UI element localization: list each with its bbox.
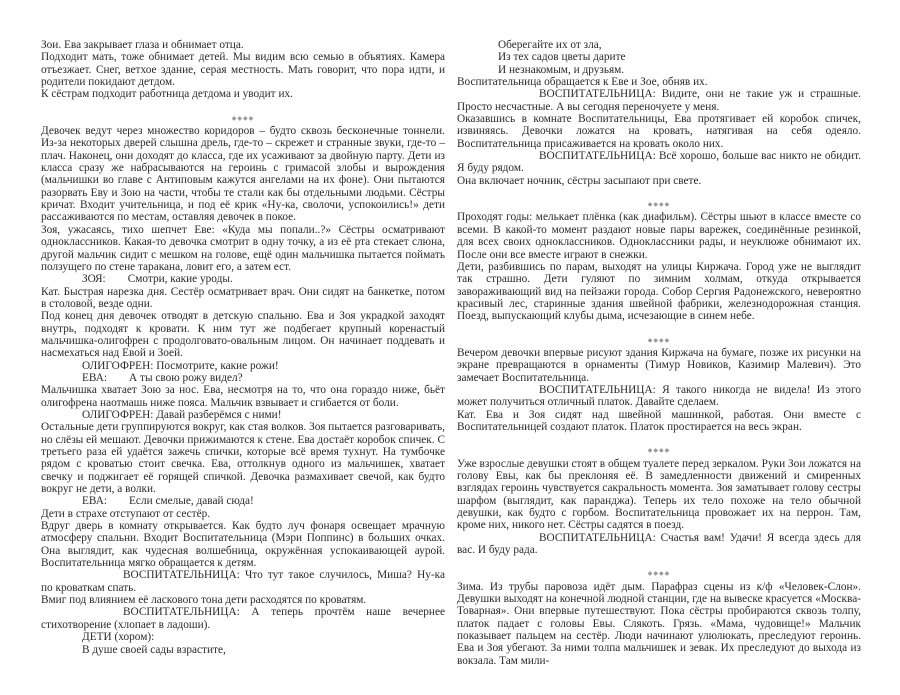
- dialogue-line: [41, 273, 445, 285]
- action-paragraph: Мальчишка хватает Зою за нос. Ева, несмотря на то, что она гораздо ниже, бьёт олигофрена наотмашь ниже пояса. Мальчик взвывает и сгибается от боли.: [41, 384, 445, 409]
- dialogue-text: Счастья вам! Удачи! Я всегда здесь для вас. И буду рада.: [457, 531, 861, 557]
- action-paragraph: Оказавшись в комнате Воспитательницы, Ева протягивает ей коробок спичек, извиняясь. Девочки ложатся на кровать, натягивая на себя одеяло. Воспитательница присаживается на кровать около них.: [457, 113, 861, 150]
- action-paragraph: Вмиг под влиянием её ласкового тона дети расходятся по кроватям.: [41, 594, 367, 607]
- character-name: ВОСПИТАТЕЛЬНИЦА:: [123, 569, 240, 582]
- character-name: ЕВА:: [82, 495, 108, 508]
- dialogue-text: Что тут такое случилось, Миша? Ну-ка по кроваткам спать.: [41, 569, 445, 594]
- dialogue-line: [41, 606, 445, 631]
- action-paragraph: Дети, разбившись по парам, выходят на улицы Киржача. Город уже не выглядит так страшно. Дети гуляют по зимним холмам, откуда открывается завораживающий вид на пейзажи города. Собор Сергия Радонежского, невероятно красивый лес, старинные здания швейной фабрики, железнодорожная станция. Поезд, выпускающий клубы дыма, исчезающие в синем небе.: [457, 260, 861, 323]
- action-paragraph: Вечером девочки впервые рисуют здания Киржача на бумаге, позже их рисунки на экране превращаются в орнаменты (Тимур Новиков, Казимир Малевич). Это замечает Воспитательница.: [457, 346, 861, 384]
- dialogue-text: Всё хорошо, больше вас никто не обидит. Я буду рядом.: [457, 150, 861, 175]
- dialogue-text: Посмотрите, какие рожи!: [156, 359, 279, 372]
- dialogue-line: [41, 495, 445, 507]
- scene-separator: ◆◆◆◆: [231, 115, 255, 122]
- verse-line: Из тех садов цветы дарите: [498, 51, 626, 64]
- action-paragraph: Подходит мать, тоже обнимает детей. Мы видим всю семью в объятиях. Камера отъезжает. Снег, ветхое здание, серая местность. Мать говорит, что пора идти, и родители покидают детдом.: [41, 51, 445, 89]
- character-name: ВОСПИТАТЕЛЬНИЦА:: [539, 88, 656, 101]
- character-name: ВОСПИТАТЕЛЬНИЦА:: [539, 531, 656, 544]
- verse-line: В душе своей сады взрастите,: [82, 643, 226, 656]
- dialogue-text: Видите, они не такие уж и страшные. Просто несчастные. А вы сегодня переночуете у меня.: [457, 88, 862, 113]
- dialogue-line: [41, 631, 445, 643]
- action-paragraph: Дети в страхе отступают от сестёр.: [41, 507, 211, 520]
- dialogue-text: Давай разберёмся с ними!: [156, 408, 282, 421]
- scene-separator: ◆◆◆◆: [647, 448, 671, 455]
- dialogue-line: [41, 372, 445, 384]
- action-paragraph: Уже взрослые девушки стоят в общем туалете перед зеркалом. Руки Зои ложатся на голову Евы, как бы преклоняя её. В замедленности движений и смиренных взглядах героинь чувствуется сакральность момента. Зоя заматывает голову сестры шарфом (выглядит, как паранджа). Теперь их тело похоже на тело обычной девушки, как будто с горбом. Воспитательница провожает их на перрон. Там, кроме них, никого нет. Сёстры садятся в поезд.: [457, 457, 861, 532]
- action-paragraph: Кат. Быстрая нарезка дня. Сестёр осматривает врач. Они сидят на банкетке, потом в столовой, везде одни.: [41, 285, 445, 310]
- action-paragraph: Под конец дня девочек отводят в детскую спальню. Ева и Зоя украдкой заходят внутрь, подходят к кровати. К ним тут же подбегает крупный коренастый мальчишка-олигофрен с продолговато-овальным лицом. Он начинает поддевать и насмехаться над Евой и Зоей.: [41, 310, 445, 360]
- dialogue-text: Если смелые, давай сюда!: [129, 495, 254, 508]
- action-paragraph: Кат. Ева и Зоя сидят над швейной машинкой, работая. Они вместе с Воспитательницей создают платок. Платок простирается на весь экран.: [457, 408, 861, 433]
- left-column: [41, 39, 445, 656]
- character-name: ВОСПИТАТЕЛЬНИЦА:: [539, 383, 656, 396]
- character-name: ЕВА:: [82, 371, 108, 384]
- right-column: [457, 39, 861, 667]
- scene-separator: ◆◆◆◆: [647, 202, 671, 209]
- character-name: ВОСПИТАТЕЛЬНИЦА:: [539, 150, 656, 163]
- character-name: ДЕТИ (хором):: [82, 631, 155, 644]
- dialogue-text: А ты свою рожу видел?: [129, 371, 243, 384]
- action-paragraph: Остальные дети группируются вокруг, как стая волков. Зоя пытается разговаривать, но слёзы ей мешают. Девочки прижимаются к стене. Ева достаёт коробок спичек. С третьего раза ей удаётся зажечь спички, которые всё время тухнут. На тумбочке рядом с кроватью стоит свечка. Ева, оттолкнув одного из мальчишек, хватает свечку и поджигает её горящей спичкой. Девочка размахивает свечой, как будто вокруг не дети, а волки.: [41, 421, 445, 496]
- dialogue-line: [41, 409, 445, 421]
- verse-line: Оберегайте их от зла,: [498, 39, 602, 51]
- dialogue-line: [41, 360, 445, 372]
- character-name: ЗОЯ:: [82, 273, 106, 286]
- scene-separator: ◆◆◆◆: [647, 571, 671, 578]
- action-paragraph: Зима. Из трубы паровоза идёт дым. Парафраз сцены из к/ф «Человек-Слон». Девушки выходят на конечной людной станции, где на вывеске красуется «Москва-Товарная». Они впервые путешествуют. Пока сёстры пробираются сквозь толпу, платок падает с головы Евы. Слякоть. Грязь. «Мама, чудовище!» Мальчик показывает пальцем на сестёр. Люди начинают улюлюкать, преследуют героинь. Ева и Зоя убегают. За ними толпа мальчишек и зевак. Их преследуют до выхода из вокзала. Там мили-: [457, 580, 861, 667]
- dialogue-text: Смотри, какие уроды.: [127, 273, 233, 286]
- scene-separator: ◆◆◆◆: [647, 337, 671, 344]
- action-paragraph: Она включает ночник, сёстры засыпают при свете.: [457, 174, 702, 187]
- character-name: ОЛИГОФРЕН:: [82, 359, 154, 372]
- action-paragraph: Воспитательница обращается к Еве и Зое, обняв их.: [457, 76, 708, 89]
- dialogue-text: Я такого никогда не видела! Из этого может получиться отличный платок. Давайте сделаем.: [457, 383, 862, 409]
- verse-line: И незнакомым, и друзьям.: [498, 63, 625, 76]
- action-paragraph: Зоя, ужасаясь, тихо шепчет Еве: «Куда мы попали..?» Сёстры осматривают одноклассников. Какая-то девочка смотрит в одну точку, а из её рта стекает слюна, другой мальчик сидит с мешком на голове, ещё один мальчишка пытается поймать ползущего по стене таракана, ловит его, а затем ест.: [41, 223, 445, 273]
- action-paragraph: Вдруг дверь в комнату открывается. Как будто луч фонаря освещает мрачную атмосферу спальни. Входит Воспитательница (Мэри Поппинс) в больших очках. Она выглядит, как чудесная волшебница, окружённая успокаивающей аурой. Воспитательница мягко обращается к детям.: [41, 520, 445, 570]
- action-paragraph: Зои. Ева закрывает глаза и обнимает отца.: [41, 39, 244, 51]
- dialogue-line: [41, 569, 445, 594]
- dialogue-line: [457, 88, 861, 113]
- action-paragraph: Девочек ведут через множество коридоров – будто сквозь бесконечные тоннели. Из-за некоторых дверей слышна дрель, где-то – скрежет и странные звуки, где-то – плач. Наконец, они доходят до класса, где их усаживают за двойную парту. Дети из класса сразу же набрасываются на героинь с гримасой злобы и вырождения (мальчишки во главе с Антиповым кажутся ангелами на их фоне). Они пытаются разорвать Еву и Зою на части, чтобы те стали как бы отдельными людьми. Сёстры кричат. Входит учительница, и под её крик «Ну-ка, сволочи, успокоились!» дети рассаживаются по местам, оставляя девочек в покое.: [41, 125, 445, 224]
- character-name: ВОСПИТАТЕЛЬНИЦА:: [123, 606, 240, 619]
- character-name: ОЛИГОФРЕН:: [82, 408, 154, 421]
- dialogue-text: А теперь прочтём наше вечернее стихотворение (хлопает в ладоши).: [41, 606, 445, 631]
- dialogue-line: [457, 384, 861, 409]
- action-paragraph: Проходят годы: мелькает плёнка (как диафильм). Сёстры шьют в классе вместе со всеми. В какой-то момент раздают новые пары варежек, соединённые резинкой, для всех своих одноклассников. Одноклассники рады, и неуклюже обнимают их. После они все вместе играют в снежки.: [457, 211, 861, 261]
- dialogue-line: [457, 150, 861, 175]
- dialogue-line: [457, 532, 861, 557]
- action-paragraph: К сёстрам подходит работница детдома и уводит их.: [41, 88, 293, 101]
